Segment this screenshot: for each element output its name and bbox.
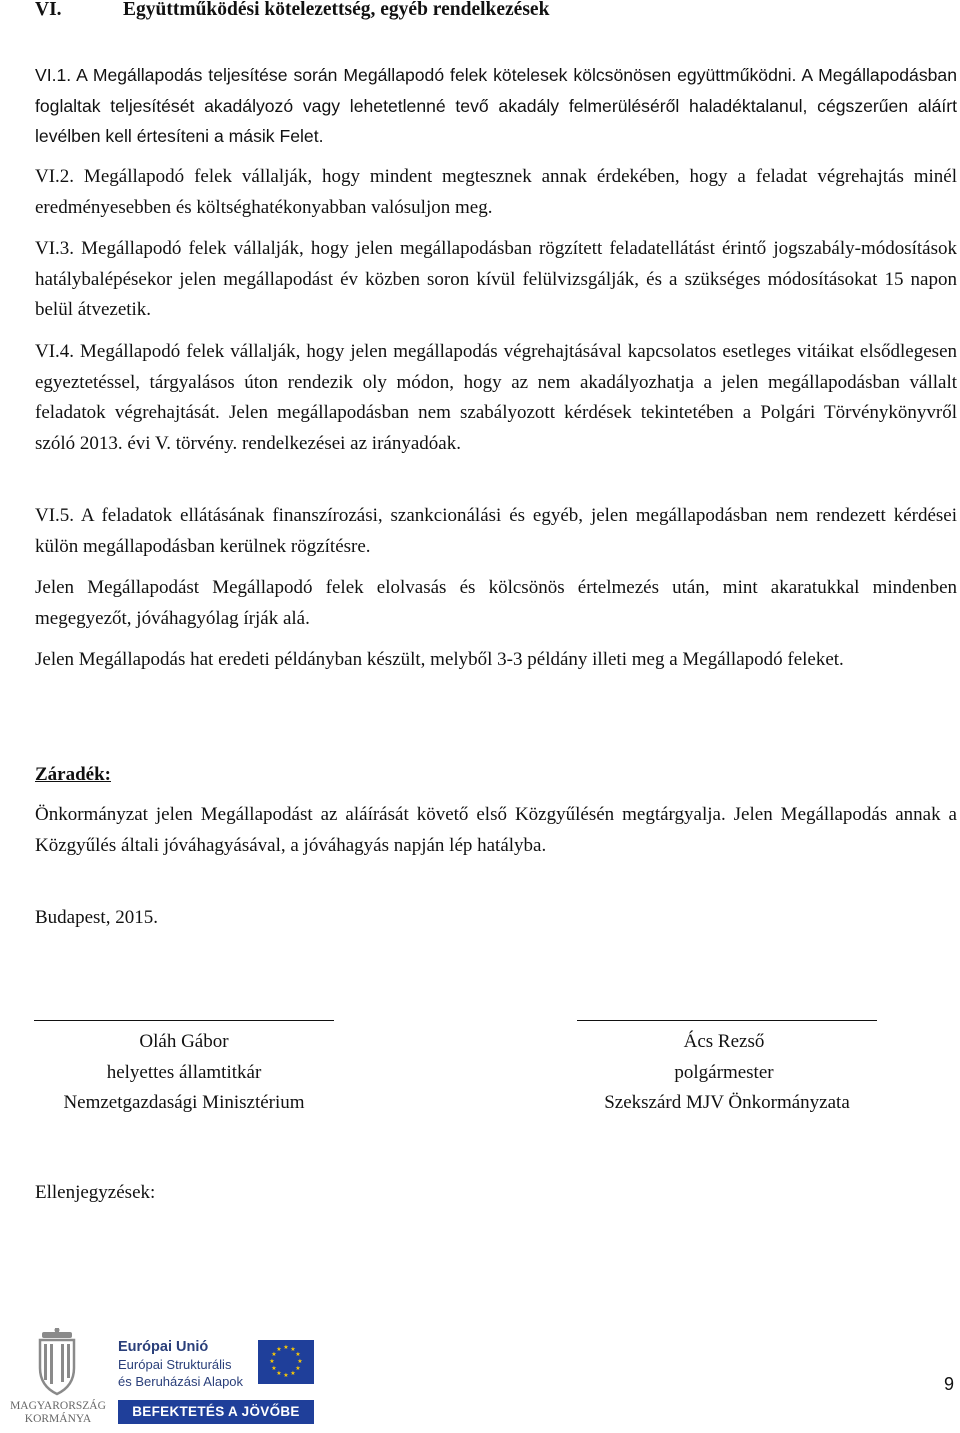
hungarian-government-logo [6, 1328, 110, 1428]
government-logo-line-2: KORMÁNYA [24, 1413, 92, 1425]
svg-text:★: ★ [283, 1372, 289, 1379]
signing-paragraph: Jelen Megállapodást Megállapodó felek elolvasás és kölcsönös értelmezés után, mint akaratukkal mindenben megegyezőt, jóváhagyólag írják alá. [35, 577, 957, 629]
signatory-name: Oláh Gábor [139, 1031, 229, 1052]
signatory-org: Szekszárd MJV Önkormányzata [604, 1092, 850, 1113]
signature-line [34, 1002, 334, 1021]
section-number: VI. [35, 0, 62, 20]
section-title: Együttműködési kötelezettség, egyéb rendelkezések [123, 0, 550, 20]
svg-text:★: ★ [283, 1344, 289, 1351]
svg-text:★: ★ [290, 1370, 296, 1377]
svg-text:★: ★ [269, 1358, 275, 1365]
section-heading [35, 0, 549, 26]
svg-text:★: ★ [295, 1365, 301, 1372]
notes-label: Ellenjegyzések: [35, 1182, 156, 1203]
zaradek-text: Önkormányzat jelen Megállapodást az aláírását követő első Közgyűlésén megtárgyalja. Jelen Megállapodás annak a Közgyűlés általi jóváhagyásával, a jóváhagyás napján lép hatályba. [35, 804, 957, 856]
signature-line [577, 1002, 877, 1021]
zaradek-title: Záradék: [35, 764, 111, 785]
place-date: Budapest, 2015. [35, 907, 158, 928]
svg-text:★: ★ [276, 1370, 282, 1377]
signatory-role: helyettes államtitkár [106, 1061, 262, 1083]
signatory-name: Ács Rezső [683, 1031, 765, 1052]
eu-flag-icon [258, 1340, 314, 1384]
government-logo-text [6, 1400, 110, 1426]
eu-funding-logo [118, 1338, 314, 1428]
svg-text:★: ★ [295, 1351, 301, 1358]
svg-text:★: ★ [271, 1365, 277, 1372]
eu-slogan-banner: BEFEKTETÉS A JÖVŐBE [118, 1400, 314, 1424]
eu-title: Európai Unió [118, 1339, 209, 1355]
signatory-org: Nemzetgazdasági Minisztérium [63, 1092, 305, 1113]
svg-text:★: ★ [297, 1358, 303, 1365]
government-logo-line-1: MAGYARORSZÁG [10, 1400, 106, 1412]
svg-text:★: ★ [271, 1351, 277, 1358]
clause-vi-2: VI.2. Megállapodó felek vállalják, hogy mindent megtesznek annak érdekében, hogy a feladat végrehajtás minél eredményesebben és költséghatékonyabban valósuljon meg. [35, 166, 957, 218]
clause-vi-5: VI.5. A feladatok ellátásának finanszírozási, szankcionálási és egyéb, jelen megállapodásban nem rendezett kérdései külön megállapodásban kerülnek rögzítésre. [35, 505, 957, 557]
signatory-role: polgármester [674, 1061, 774, 1083]
clause-vi-4: VI.4. Megállapodó felek vállalják, hogy jelen megállapodás végrehajtásával kapcsolatos esetleges vitáikat elsődlegesen egyeztetéssel, tárgyalásos úton rendezik oly módon, hogy az nem akadályozhatja a jelen megállapodásban vállalt feladatok végrehajtását. Jelen megállapodásban nem szabályozott kérdések tekintetében a Polgári Törvénykönyvről szóló 2013. évi V. törvény. rendelkezései az irányadóak. [35, 341, 957, 454]
eu-logo-text [118, 1338, 248, 1390]
signature-block-right [577, 1002, 877, 1119]
signature-block-left [34, 1002, 334, 1119]
clause-vi-3: VI.3. Megállapodó felek vállalják, hogy jelen megállapodásban rögzített feladatellátást érintő jogszabály-módosítások hatálybalépésekor jelen megállapodást év közben soron kívül felülvizsgálják, és a szükséges módosításokat 15 napon belül átvezetik. [35, 238, 957, 320]
clause-vi-1: VI.1. A Megállapodás teljesítése során Megállapodó felek kötelesek kölcsönösen együttműködni. A Megállapodásban foglaltak teljesítését akadályozó vagy lehetetlenné tevő akadály felmerüléséről haladéktalanul, cégszerűen aláírt levélben kell értesíteni a másik Felet. [35, 65, 957, 146]
svg-text:★: ★ [290, 1346, 296, 1353]
copies-paragraph: Jelen Megállapodás hat eredeti példányban készült, melyből 3-3 példány illeti meg a Megállapodó feleket. [35, 649, 844, 670]
eu-subtitle-line-1: Európai Strukturális [118, 1357, 232, 1372]
page-number: 9 [944, 1374, 955, 1394]
eu-subtitle-line-2: és Beruházási Alapok [118, 1374, 244, 1389]
svg-text:★: ★ [276, 1346, 282, 1353]
